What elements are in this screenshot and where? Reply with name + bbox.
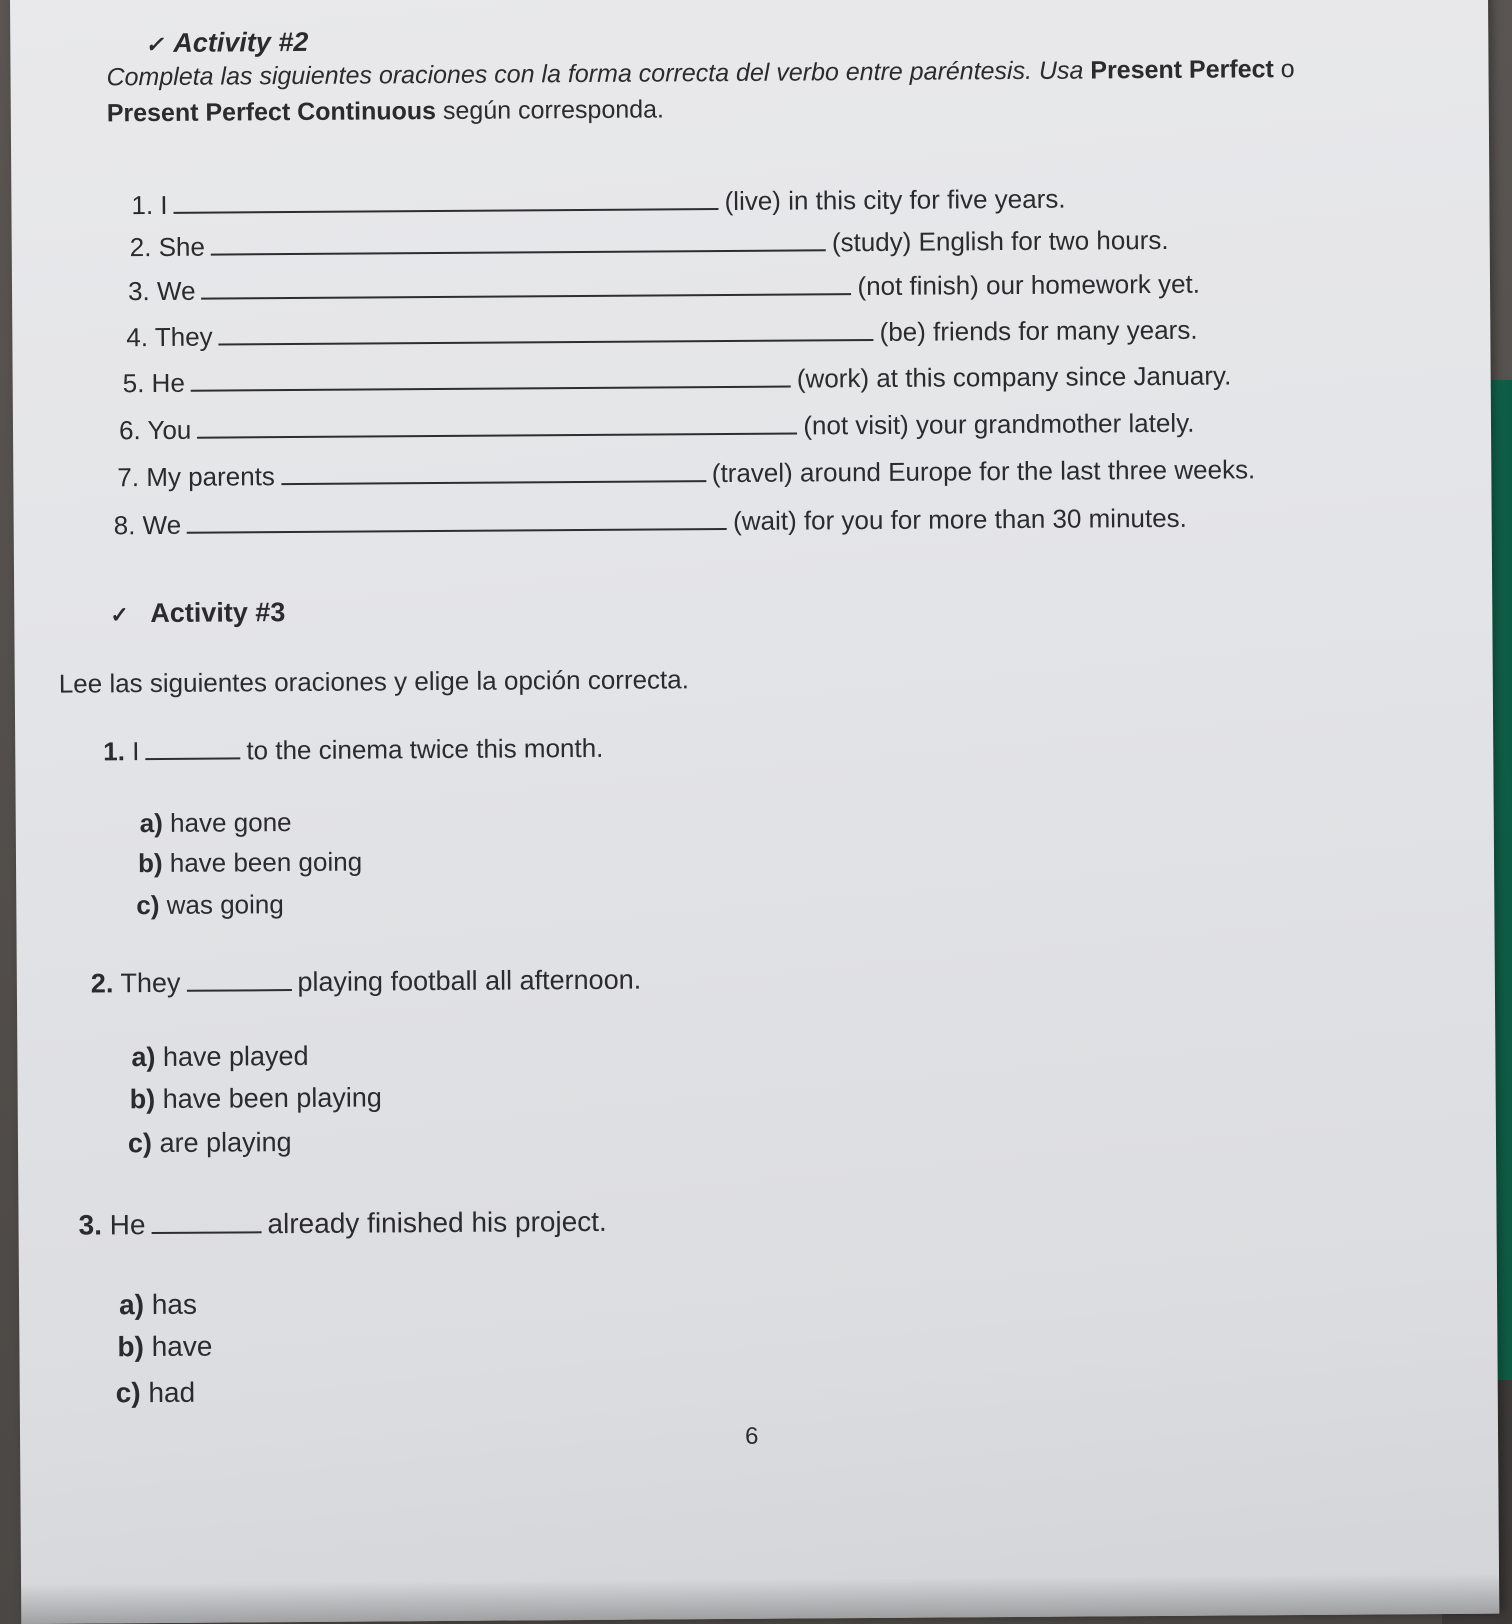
instruction-text-3: según corresponda.: [435, 95, 665, 126]
activity2-item-2: [130, 224, 1169, 263]
item-text: (travel) around Europe for the last three weeks.: [711, 454, 1256, 489]
question-text: to the cinema twice this month.: [246, 732, 604, 766]
item-number: 5.: [122, 368, 145, 399]
answer-blank-5[interactable]: [191, 364, 791, 392]
checkmark-icon: ✓: [145, 31, 164, 58]
activity2-title-text: Activity #2: [173, 26, 309, 58]
item-text: (live) in this city for five years.: [724, 183, 1066, 217]
item-number: 3.: [127, 276, 150, 307]
option-text: had: [148, 1376, 196, 1409]
answer-blank-6[interactable]: [197, 411, 797, 439]
option-text: has: [151, 1288, 198, 1321]
activity3-question-3: [78, 1206, 606, 1242]
item-text: (not finish) our homework yet.: [857, 268, 1201, 302]
option-letter: b): [129, 1084, 156, 1115]
q1-option-b[interactable]: [138, 846, 362, 880]
item-text: (study) English for two hours.: [831, 224, 1169, 258]
question-number: 1.: [103, 736, 126, 767]
question-blank-1[interactable]: [145, 735, 240, 760]
option-text: have gone: [170, 807, 292, 838]
item-number: 7.: [117, 462, 140, 493]
question-text: playing football all afternoon.: [297, 964, 642, 998]
item-subject: She: [158, 231, 206, 262]
question-blank-3[interactable]: [151, 1209, 261, 1234]
activity3-title-text: Activity #3: [150, 597, 286, 629]
item-number: 1.: [131, 190, 154, 221]
activity3-instruction: Lee las siguientes oraciones y elige la opción correcta.: [58, 664, 690, 699]
answer-blank-1[interactable]: [173, 186, 718, 214]
q3-option-b[interactable]: [117, 1331, 212, 1364]
instruction-text-1: Completa las siguientes oraciones con la forma correcta del verbo entre paréntesis. Usa: [106, 56, 1091, 92]
instruction-bold-1: Present Perfect: [1090, 55, 1274, 85]
item-text: (be) friends for many years.: [879, 314, 1198, 347]
item-number: 2.: [129, 232, 152, 263]
option-text: was going: [166, 889, 284, 920]
option-text: have: [151, 1330, 213, 1363]
answer-blank-3[interactable]: [201, 271, 851, 300]
activity3-title: [110, 596, 285, 631]
item-subject: We: [156, 275, 196, 306]
item-text: (wait) for you for more than 30 minutes.: [733, 502, 1187, 536]
option-letter: c): [115, 1377, 141, 1409]
option-letter: b): [117, 1331, 144, 1363]
activity3-question-1: [103, 732, 603, 767]
item-subject: I: [160, 189, 168, 220]
option-letter: b): [137, 847, 163, 879]
instruction-text-2: o: [1273, 55, 1295, 84]
question-subject: They: [120, 967, 181, 999]
item-number: 6.: [118, 415, 141, 446]
activity2-item-3: [128, 268, 1200, 307]
option-text: are playing: [159, 1127, 292, 1158]
item-subject: My parents: [146, 461, 275, 493]
worksheet-page: [10, 0, 1499, 1624]
activity2-item-8: [114, 502, 1187, 541]
item-text: (work) at this company since January.: [796, 360, 1232, 394]
q3-option-c[interactable]: [116, 1377, 196, 1410]
question-text: already finished his project.: [267, 1205, 607, 1240]
activity2-instruction: [106, 51, 1366, 132]
activity2-item-5: [123, 359, 1232, 399]
answer-blank-8[interactable]: [187, 506, 727, 534]
answer-blank-7[interactable]: [281, 458, 706, 485]
item-text: (not visit) your grandmother lately.: [803, 407, 1195, 441]
option-letter: c): [136, 889, 160, 921]
option-text: have been playing: [162, 1082, 382, 1114]
question-blank-2[interactable]: [186, 967, 291, 992]
question-number: 3.: [78, 1209, 103, 1241]
activity3-question-2: [91, 964, 642, 1000]
item-subject: We: [142, 509, 182, 541]
activity2-item-7: [117, 453, 1255, 493]
option-text: have been going: [169, 846, 363, 878]
option-letter: a): [119, 1289, 145, 1321]
q2-option-c[interactable]: [128, 1126, 292, 1159]
activity2-item-1: [131, 183, 1065, 222]
answer-blank-2[interactable]: [211, 227, 826, 255]
option-letter: a): [139, 807, 163, 839]
item-number: 4.: [126, 322, 149, 353]
option-letter: c): [127, 1128, 153, 1159]
question-subject: I: [132, 736, 140, 767]
option-letter: a): [131, 1042, 156, 1073]
item-number: 8.: [113, 510, 136, 541]
paper-shadow: [21, 1574, 1499, 1624]
instruction-bold-2: Present Perfect Continuous: [106, 97, 437, 128]
question-subject: He: [109, 1209, 146, 1241]
q1-option-a[interactable]: [140, 806, 292, 839]
checkmark-icon: ✓: [110, 602, 129, 628]
activity2-item-4: [126, 314, 1197, 353]
q3-option-a[interactable]: [119, 1289, 197, 1322]
activity2-title: [145, 26, 308, 61]
page-number: 6: [744, 1422, 759, 1450]
question-number: 2.: [90, 968, 114, 999]
q1-option-c[interactable]: [136, 888, 284, 921]
item-subject: They: [154, 321, 213, 352]
item-subject: He: [151, 367, 185, 399]
answer-blank-4[interactable]: [219, 317, 874, 346]
q2-option-b[interactable]: [130, 1081, 382, 1115]
q2-option-a[interactable]: [131, 1040, 308, 1073]
activity2-item-6: [119, 407, 1195, 447]
item-subject: You: [147, 414, 192, 446]
option-text: have played: [162, 1040, 309, 1072]
